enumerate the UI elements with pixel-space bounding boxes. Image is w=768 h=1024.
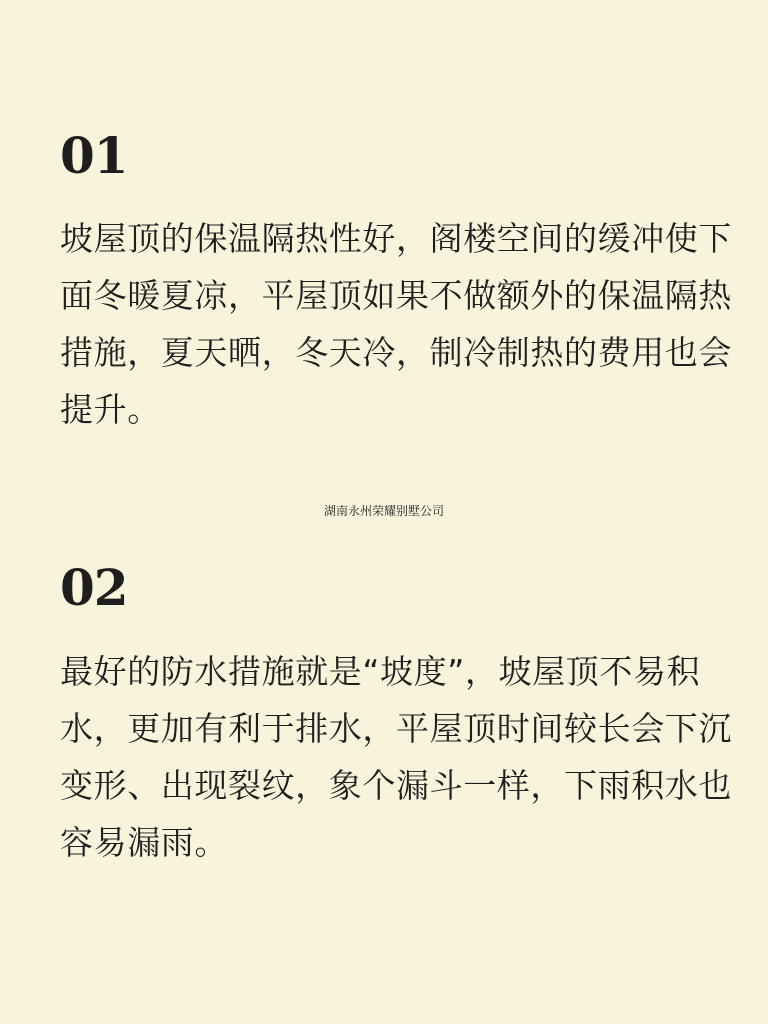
section-1-number: 01 xyxy=(60,126,128,185)
section-1-body xyxy=(60,210,752,438)
section-1-line: 提升。 xyxy=(60,390,161,429)
watermark-text: 湖南永州荣耀别墅公司 xyxy=(323,504,444,518)
section-2-number: 02 xyxy=(60,558,128,617)
section-2-line: 水，更加有利于排水，平屋顶时间较长会下沉 xyxy=(60,709,732,748)
section-1-line: 面冬暖夏凉，平屋顶如果不做额外的保温隔热 xyxy=(60,276,732,315)
section-2-line: 容易漏雨。 xyxy=(60,823,228,862)
section-1-line: 坡屋顶的保温隔热性好，阁楼空间的缓冲使下 xyxy=(60,219,732,258)
section-1-line: 措施，夏天晒，冬天冷，制冷制热的费用也会 xyxy=(60,333,732,372)
section-2-body xyxy=(60,643,752,871)
section-2-line: 最好的防水措施就是“坡度”，坡屋顶不易积 xyxy=(60,652,701,691)
section-2-line: 变形、出现裂纹，象个漏斗一样，下雨积水也 xyxy=(60,766,732,805)
